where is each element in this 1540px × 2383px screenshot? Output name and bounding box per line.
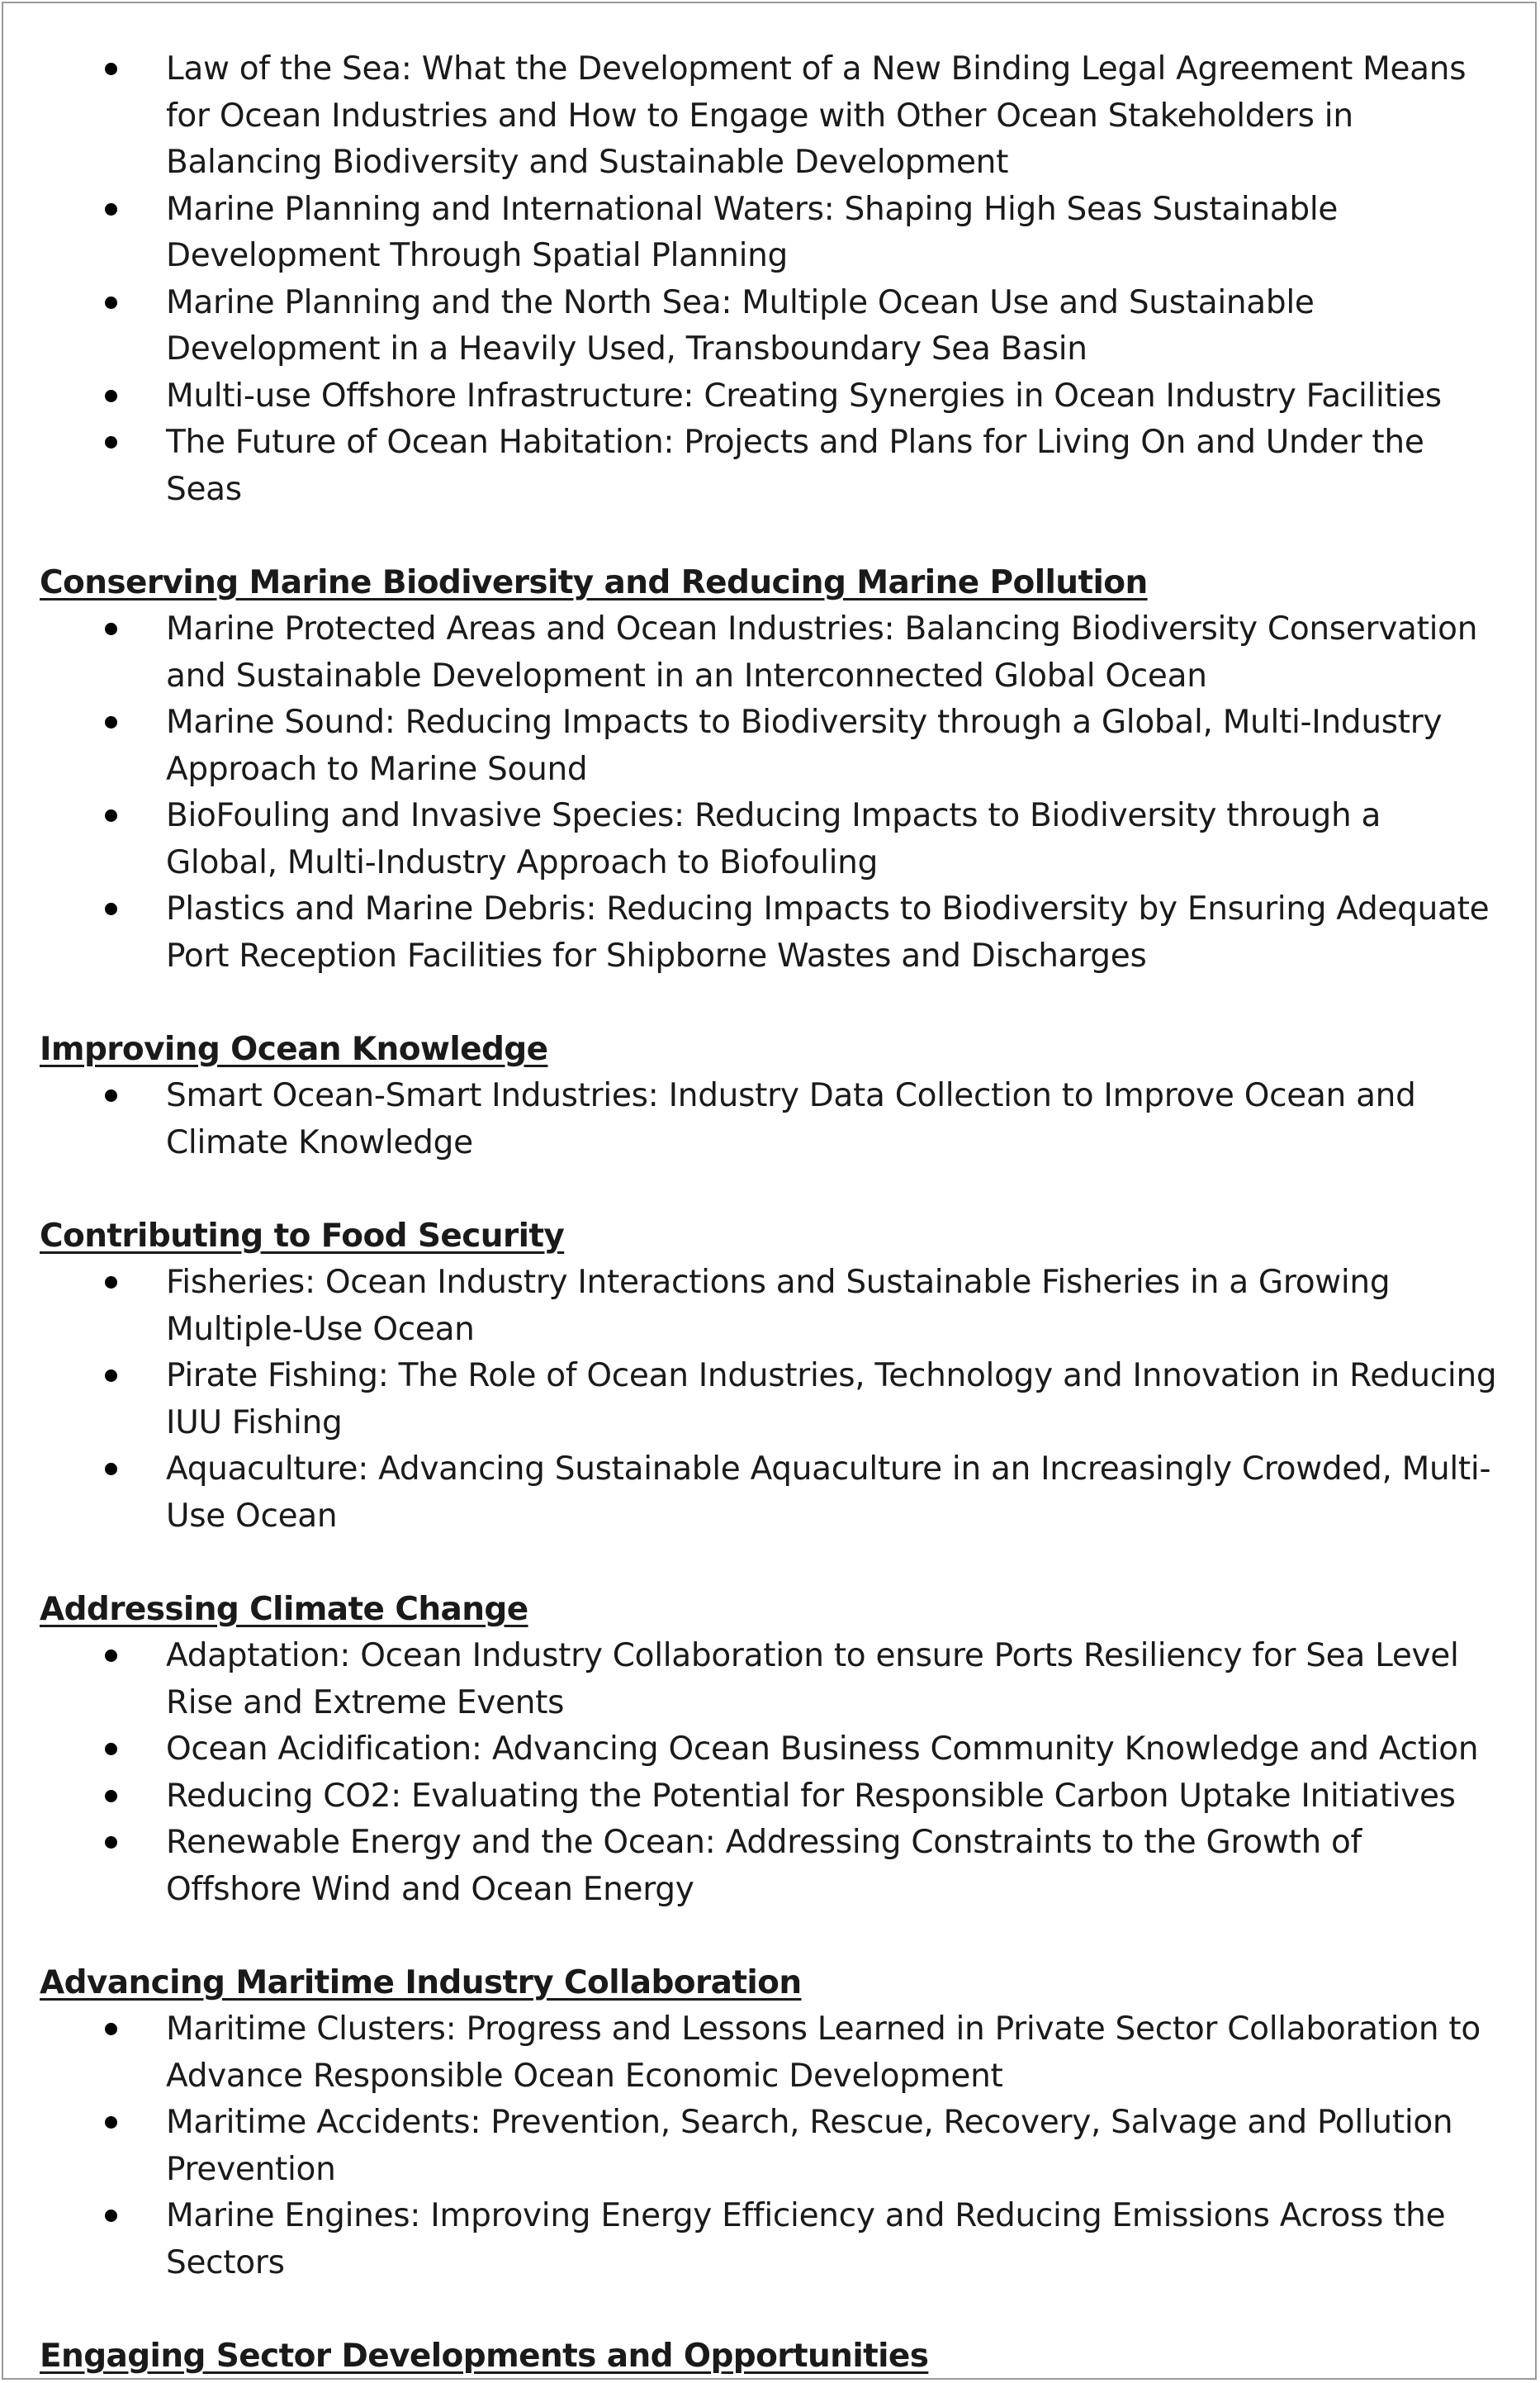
bullet-icon [105, 1276, 117, 1289]
bullet-icon [105, 1463, 117, 1475]
list-item-text: Aquaculture: Advancing Sustainable Aquaculture in an Increasingly Crowded, Multi-Use Ocean [166, 1450, 1491, 1535]
list-item-text: Maritime Accidents: Prevention, Search, Rescue, Recovery, Salvage and Pollution Prevention [166, 2104, 1453, 2188]
bullet-icon [105, 203, 117, 216]
section-heading: Contributing to Food Security [40, 1217, 565, 1255]
section-heading: Addressing Climate Change [40, 1590, 528, 1628]
list-item [40, 187, 1518, 280]
list-item-text: Smart Ocean-Smart Industries: Industry Data Collection to Improve Ocean and Climate Knowledge [166, 1077, 1416, 1161]
section-spacer [40, 1166, 1518, 1213]
bullet-icon [105, 2116, 117, 2129]
list-item [40, 1260, 1518, 1353]
bullet-icon [105, 716, 117, 729]
list-item-text: Adaptation: Ocean Industry Collaboration to ensure Ports Resiliency for Sea Level Rise and Extreme Events [166, 1637, 1459, 1721]
bullet-icon [105, 623, 117, 635]
bullet-icon [105, 1089, 117, 1102]
bullet-icon [105, 1743, 117, 1755]
bullet-icon [105, 809, 117, 822]
list-item-text: Law of the Sea: What the Development of a New Binding Legal Agreement Means for Ocean Industries and How to Engage with Other Ocean Stakeholders in Balancing Biodiversity and Sustainable Development [166, 50, 1467, 181]
topic-list [40, 1633, 1518, 1913]
list-item-text: Pirate Fishing: The Role of Ocean Industries, Technology and Innovation in Reducing IUU Fishing [166, 1357, 1497, 1441]
topic-section [40, 2333, 1518, 2381]
list-item-text: Marine Engines: Improving Energy Efficiency and Reducing Emissions Across the Sectors [166, 2197, 1446, 2281]
list-item-text: Marine Planning and International Waters: Shaping High Seas Sustainable Development Through Spatial Planning [166, 190, 1339, 274]
section-spacer [40, 1540, 1518, 1587]
section-spacer [40, 2286, 1518, 2333]
bullet-icon [105, 1370, 117, 1382]
list-item [40, 46, 1518, 187]
bullet-icon [105, 390, 117, 402]
bullet-icon [105, 63, 117, 75]
bullet-icon [105, 2210, 117, 2222]
topic-section [40, 46, 1518, 513]
bullet-icon [105, 1650, 117, 1662]
list-item-text: Ocean Acidification: Advancing Ocean Business Community Knowledge and Action [166, 1730, 1479, 1768]
topic-section [40, 1960, 1518, 2287]
bullet-icon [105, 297, 117, 309]
list-item [40, 1446, 1518, 1540]
document-page [2, 2, 1537, 2380]
document-content [40, 46, 1518, 2380]
list-item [40, 2006, 1518, 2100]
section-spacer [40, 513, 1518, 560]
list-item-text: The Future of Ocean Habitation: Projects and Plans for Living On and Under the Seas [166, 424, 1424, 508]
list-item [40, 606, 1518, 700]
list-item [40, 373, 1518, 420]
topic-list [40, 1260, 1518, 1540]
section-heading: Improving Ocean Knowledge [40, 1030, 548, 1068]
list-item-text: Maritime Clusters: Progress and Lessons Learned in Private Sector Collaboration to Advance Responsible Ocean Economic Development [166, 2010, 1481, 2095]
list-item-text: Fisheries: Ocean Industry Interactions and Sustainable Fisheries in a Growing Multiple-Use Ocean [166, 1264, 1391, 1348]
list-item-text: Multi-use Offshore Infrastructure: Creating Synergies in Ocean Industry Facilities [166, 377, 1442, 415]
topic-list [40, 1073, 1518, 1166]
list-item [40, 1633, 1518, 1726]
list-item [40, 1820, 1518, 1913]
section-heading: Advancing Maritime Industry Collaboration [40, 1963, 802, 2001]
list-item [40, 2100, 1518, 2193]
topic-section [40, 560, 1518, 980]
list-item [40, 886, 1518, 980]
list-item-text: BioFouling and Invasive Species: Reducing Impacts to Biodiversity through a Global, Multi-Industry Approach to Biofouling [166, 797, 1381, 881]
list-item [40, 1773, 1518, 1820]
topic-section [40, 1213, 1518, 1540]
list-item [40, 420, 1518, 513]
section-spacer [40, 980, 1518, 1027]
bullet-icon [105, 903, 117, 915]
bullet-icon [105, 2023, 117, 2035]
section-heading: Engaging Sector Developments and Opportunities [40, 2337, 929, 2375]
section-spacer [40, 1913, 1518, 1960]
bullet-icon [105, 436, 117, 449]
list-item [40, 700, 1518, 793]
list-item [40, 1073, 1518, 1166]
topic-list [40, 2006, 1518, 2286]
list-item-text: Renewable Energy and the Ocean: Addressing Constraints to the Growth of Offshore Wind and Ocean Energy [166, 1824, 1362, 1908]
list-item [40, 280, 1518, 373]
list-item-text: Marine Protected Areas and Ocean Industries: Balancing Biodiversity Conservation and Sustainable Development in an Interconnected Global Ocean [166, 610, 1478, 695]
topic-section [40, 1027, 1518, 1167]
topic-section [40, 1587, 1518, 1914]
section-heading: Conserving Marine Biodiversity and Reducing Marine Pollution [40, 563, 1148, 601]
list-item-text: Plastics and Marine Debris: Reducing Impacts to Biodiversity by Ensuring Adequate Port Reception Facilities for Shipborne Wastes and Discharges [166, 890, 1490, 975]
list-item-text: Reducing CO2: Evaluating the Potential for Responsible Carbon Uptake Initiatives [166, 1777, 1456, 1815]
list-item [40, 1353, 1518, 1446]
bullet-icon [105, 1836, 117, 1849]
list-item [40, 1726, 1518, 1773]
topic-list [40, 46, 1518, 513]
list-item-text: Marine Sound: Reducing Impacts to Biodiversity through a Global, Multi-Industry Approach to Marine Sound [166, 704, 1443, 788]
bullet-icon [105, 1790, 117, 1802]
list-item [40, 2193, 1518, 2286]
list-item [40, 793, 1518, 886]
list-item-text: Marine Planning and the North Sea: Multiple Ocean Use and Sustainable Development in a Heavily Used, Transboundary Sea Basin [166, 283, 1315, 368]
topic-list [40, 606, 1518, 980]
